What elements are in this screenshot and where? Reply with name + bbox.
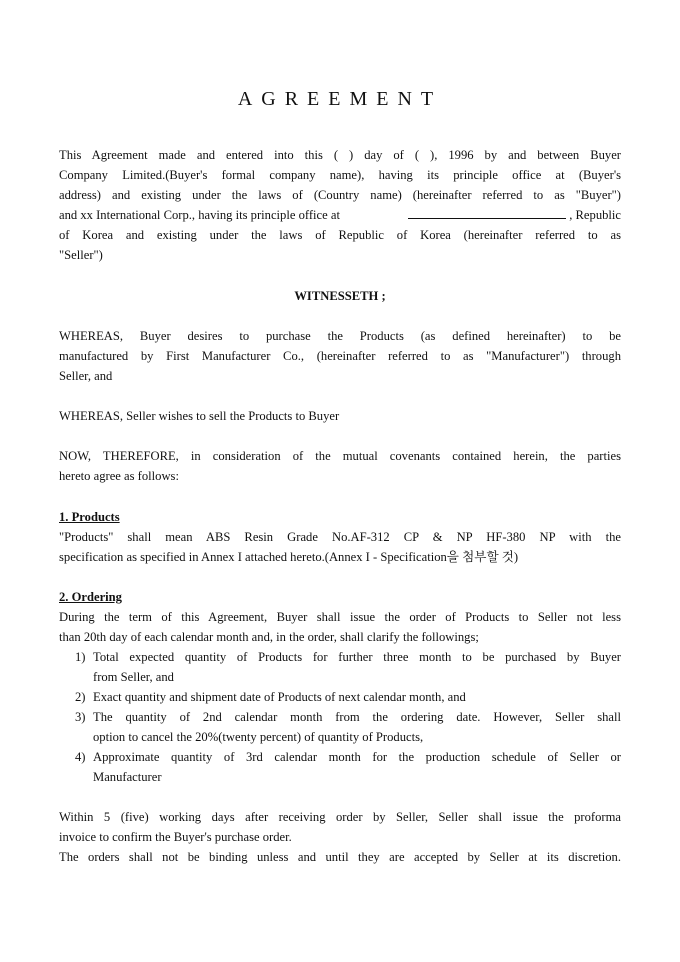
list-item — [59, 747, 621, 787]
list-number: 3) — [75, 710, 86, 724]
text-line: During the term of this Agreement, Buyer shall issue the order of Products to Seller not less — [59, 610, 621, 624]
section-products — [59, 507, 621, 567]
intro-paragraph — [59, 145, 621, 265]
address-blank: , Republic — [408, 205, 621, 225]
list-number: 4) — [75, 750, 86, 764]
text-span: and xx International Corp., having its principle office at — [59, 208, 340, 222]
list-item — [59, 687, 621, 707]
whereas-paragraph-1 — [59, 326, 621, 386]
text-line: Company Limited.(Buyer's formal company name), having its principle office at (Buyer's — [59, 168, 621, 182]
text-line: NOW, THEREFORE, in consideration of the mutual covenants contained herein, the parties — [59, 449, 621, 463]
text-line — [59, 205, 621, 225]
section-heading: 2. Ordering — [59, 590, 122, 604]
text-line: "Products" shall mean ABS Resin Grade No.AF-312 CP & NP HF-380 NP with the — [59, 530, 621, 544]
text-line: Manufacturer — [93, 770, 162, 784]
text-line: The orders shall not be binding unless and until they are accepted by Seller at its discretion. — [59, 850, 621, 864]
whereas-paragraph-2: WHEREAS, Seller wishes to sell the Products to Buyer — [59, 409, 340, 423]
text-line: Exact quantity and shipment date of Products of next calendar month, and — [93, 690, 466, 704]
text-line: address) and existing under the laws of (Country name) (hereinafter referred to as "Buyer") — [59, 188, 621, 202]
text-line: The quantity of 2nd calendar month from the ordering date. However, Seller shall — [93, 710, 621, 724]
text-line: WHEREAS, Buyer desires to purchase the Products (as defined hereinafter) to be — [59, 329, 621, 343]
list-number: 1) — [75, 650, 86, 664]
text-line: invoice to confirm the Buyer's purchase order. — [59, 830, 292, 844]
blank-line — [408, 207, 566, 219]
text-line: from Seller, and — [93, 670, 174, 684]
text-line: "Seller") — [59, 248, 103, 262]
text-line: Approximate quantity of 3rd calendar month for the production schedule of Seller or — [93, 750, 621, 764]
list-number: 2) — [75, 690, 86, 704]
now-therefore-paragraph — [59, 446, 621, 486]
section-ordering — [59, 587, 621, 867]
section-heading: 1. Products — [59, 510, 120, 524]
text-line: option to cancel the 20%(twenty percent) of quantity of Products, — [93, 730, 424, 744]
text-line: manufactured by First Manufacturer Co., (hereinafter referred to as "Manufacturer") through — [59, 349, 621, 363]
text-line: Seller, and — [59, 369, 113, 383]
text-line: specification as specified in Annex I attached hereto.(Annex I - Specification을 첨부할 것) — [59, 550, 519, 564]
text-line: This Agreement made and entered into this ( ) day of ( ), 1996 by and between Buyer — [59, 148, 621, 162]
witnesseth-heading: WITNESSETH ; — [294, 289, 386, 303]
text-line: of Korea and existing under the laws of Republic of Korea (hereinafter referred to as — [59, 228, 621, 242]
list-item — [59, 647, 621, 687]
text-line: Total expected quantity of Products for further three month to be purchased by Buyer — [93, 650, 621, 664]
document-title: AGREEMENT — [237, 88, 443, 110]
text-line: than 20th day of each calendar month and, in the order, shall clarify the followings; — [59, 630, 479, 644]
text-line: Within 5 (five) working days after receiving order by Seller, Seller shall issue the proforma — [59, 810, 621, 824]
text-span: Republic — [575, 208, 621, 222]
text-line: hereto agree as follows: — [59, 469, 179, 483]
list-item — [59, 707, 621, 747]
